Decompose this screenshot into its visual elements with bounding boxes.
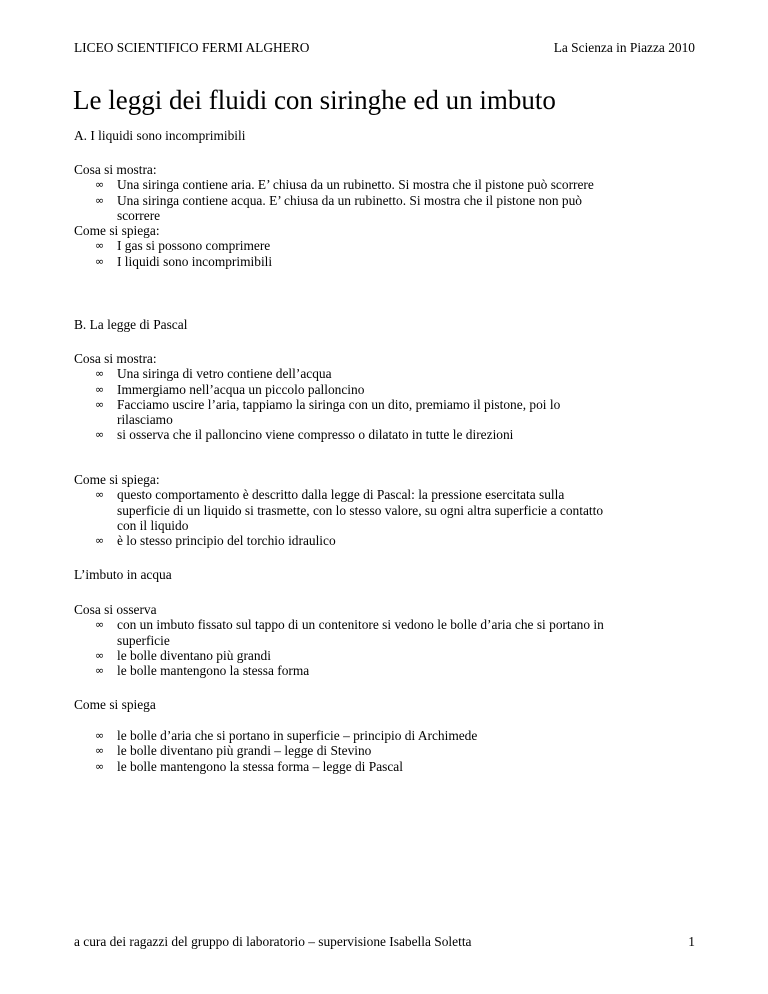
bullet-icon: ∞ bbox=[95, 488, 105, 502]
list-item: ∞ è lo stesso principio del torchio idraulico bbox=[95, 533, 336, 549]
section-c-osserva-list bbox=[74, 617, 694, 678]
section-b-mostra-list bbox=[74, 366, 694, 442]
list-item-continuation: rilasciamo bbox=[117, 412, 173, 428]
section-a-spiega-list bbox=[74, 238, 694, 269]
list-item: ∞ I liquidi sono incomprimibili bbox=[95, 253, 273, 269]
list-item: ∞ le bolle diventano più grandi bbox=[95, 647, 271, 663]
page-footer bbox=[74, 934, 695, 949]
bullet-icon: ∞ bbox=[95, 729, 105, 742]
list-item: ∞ Una siringa contiene aria. E’ chiusa da un rubinetto. Si mostra che il pistone può scorrere bbox=[95, 177, 594, 193]
bullet-icon: ∞ bbox=[95, 744, 105, 758]
bullet-icon: ∞ bbox=[95, 193, 105, 207]
section-a-spiega-label: Come si spiega: bbox=[74, 223, 160, 239]
section-a-mostra-label: Cosa si mostra: bbox=[74, 162, 157, 177]
document-title: Le leggi dei fluidi con siringhe ed un imbuto bbox=[73, 85, 556, 115]
bullet-icon: ∞ bbox=[95, 178, 105, 192]
bullet-icon: ∞ bbox=[95, 397, 105, 411]
section-b-heading: B. La legge di Pascal bbox=[74, 317, 188, 332]
list-item-continuation: superficie di un liquido si trasmette, con lo stesso valore, su ogni altra superficie a contatto bbox=[117, 502, 604, 518]
section-c-spiega bbox=[74, 728, 694, 774]
list-item-continuation: superficie bbox=[117, 632, 170, 648]
section-c-spiega-list bbox=[74, 728, 694, 774]
header-school: LICEO SCIENTIFICO FERMI ALGHERO bbox=[74, 40, 310, 55]
list-item-continuation: scorrere bbox=[117, 207, 161, 223]
bullet-icon: ∞ bbox=[95, 239, 105, 253]
bullet-icon: ∞ bbox=[95, 759, 105, 773]
list-item: ∞ le bolle mantengono la stessa forma – legge di Pascal bbox=[95, 758, 403, 774]
section-b-heading-block bbox=[74, 317, 694, 332]
section-b-spiega-label: Come si spiega: bbox=[74, 472, 160, 487]
page-header bbox=[74, 40, 695, 55]
bullet-icon: ∞ bbox=[95, 618, 105, 632]
section-b-spiega bbox=[74, 472, 694, 548]
list-item-continuation: con il liquido bbox=[117, 517, 189, 533]
section-c-heading: L’imbuto in acqua bbox=[74, 567, 172, 582]
section-c-osserva bbox=[74, 602, 694, 678]
section-a-mostra-list bbox=[74, 177, 694, 223]
bullet-icon: ∞ bbox=[95, 254, 105, 268]
section-b-spiega-list bbox=[74, 487, 694, 548]
section-c-osserva-label: Cosa si osserva bbox=[74, 602, 157, 617]
section-c-heading-block bbox=[74, 567, 694, 582]
section-c-spiega-label-block bbox=[74, 697, 694, 712]
footer-credits: a cura dei ragazzi del gruppo di laboratorio – supervisione Isabella Soletta bbox=[74, 934, 472, 949]
section-a-body bbox=[74, 162, 694, 269]
bullet-icon: ∞ bbox=[95, 367, 105, 381]
section-a-heading: A. I liquidi sono incomprimibili bbox=[74, 128, 246, 143]
list-item: ∞ Una siringa contiene acqua. E’ chiusa da un rubinetto. Si mostra che il pistone non può bbox=[95, 192, 582, 208]
bullet-icon: ∞ bbox=[95, 648, 105, 662]
page-number: 1 bbox=[688, 934, 695, 949]
list-item: ∞ questo comportamento è descritto dalla legge di Pascal: la pressione esercitata sulla bbox=[95, 487, 565, 503]
list-item: ∞ Immergiamo nell’acqua un piccolo palloncino bbox=[95, 381, 365, 397]
list-item: ∞ I gas si possono comprimere bbox=[95, 238, 271, 254]
bullet-icon: ∞ bbox=[95, 382, 105, 396]
list-item: ∞ con un imbuto fissato sul tappo di un contenitore si vedono le bolle d’aria che si portano in bbox=[95, 617, 604, 633]
list-item: ∞ le bolle mantengono la stessa forma bbox=[95, 663, 310, 679]
list-item: ∞ si osserva che il palloncino viene compresso o dilatato in tutte le direzioni bbox=[95, 427, 514, 443]
bullet-icon: ∞ bbox=[95, 534, 105, 548]
section-c-spiega-label: Come si spiega bbox=[74, 697, 156, 712]
list-item: ∞ le bolle d’aria che si portano in superficie – principio di Archimede bbox=[95, 728, 478, 743]
section-a-heading-block bbox=[74, 128, 694, 143]
list-item: ∞ le bolle diventano più grandi – legge di Stevino bbox=[95, 743, 372, 759]
header-event: La Scienza in Piazza 2010 bbox=[553, 40, 695, 55]
bullet-icon: ∞ bbox=[95, 664, 105, 678]
section-b-mostra bbox=[74, 351, 694, 443]
list-item: ∞ Facciamo uscire l’aria, tappiamo la siringa con un dito, premiamo il pistone, poi lo bbox=[95, 396, 561, 412]
bullet-icon: ∞ bbox=[95, 428, 105, 442]
list-item: ∞ Una siringa di vetro contiene dell’acqua bbox=[95, 366, 332, 382]
section-b-mostra-label: Cosa si mostra: bbox=[74, 351, 157, 366]
